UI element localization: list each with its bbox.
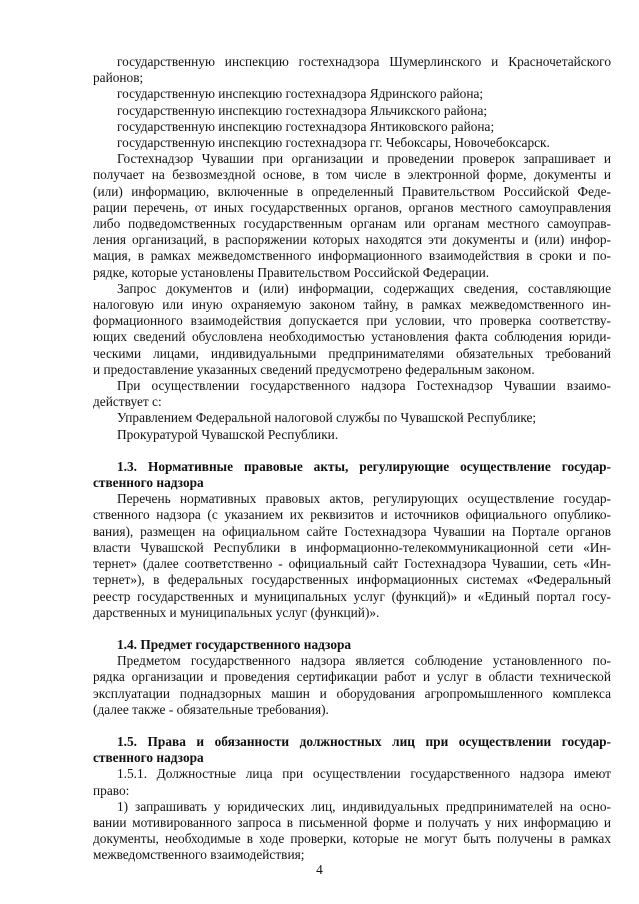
text-line: действует с: xyxy=(93,394,162,410)
page-number: 4 xyxy=(316,862,323,877)
heading-line: 1.3. Нормативные правовые акты, регулирующие осуществление государ- xyxy=(117,458,611,474)
paragraph-legal-acts xyxy=(93,491,611,621)
text-line: тернет»), в федеральных государственных информационных системах «Федеральный xyxy=(93,572,611,588)
text-line: 1.5.1. Должностные лица при осуществлении государственного надзора имеют xyxy=(117,766,611,782)
text-line: Перечень нормативных правовых актов, регулирующих осуществление государ- xyxy=(117,491,611,507)
heading-line: ственного надзора xyxy=(93,475,204,491)
heading-line: 1.5. Права и обязанности должностных лиц при осуществлении государ- xyxy=(117,733,611,749)
paragraph-subject xyxy=(93,653,611,718)
text-line: формационного взаимодействия допускается при условии, что проверка соответству- xyxy=(93,313,611,329)
text-line: и предоставление указанных сведений предусмотрено федеральным законом. xyxy=(93,361,535,377)
section-heading-1-5 xyxy=(93,734,611,766)
text-line: Гостехнадзор Чувашии при организации и проведении проверок запрашивает и xyxy=(117,151,611,167)
section-heading-1-4 xyxy=(93,637,611,653)
text-line: ющих сведений обусловлена необходимостью установления факта соблюдения юриди- xyxy=(93,329,611,345)
text-line: Управлением Федеральной налоговой службы по Чувашской Республике; xyxy=(117,410,537,426)
text-line: либо подведомственных государственным органам или органам местного самоуправ- xyxy=(93,216,611,232)
text-line: 1) запрашивать у юридических лиц, индивидуальных предпринимателей на осно- xyxy=(117,798,611,814)
paragraph-confidential xyxy=(93,281,611,378)
text-line: реестр государственных и муниципальных услуг (функций)» и «Единый портал госу- xyxy=(93,588,611,604)
text-line: Запрос документов и (или) информации, содержащих сведения, составляющие xyxy=(117,280,611,296)
text-line: документы, необходимые в ходе проверки, которые не могут быть получены в рамках xyxy=(93,831,611,847)
text-line: государственную инспекцию гостехнадзора Шумерлинского и Красночетайского xyxy=(117,54,611,69)
paragraph-interaction xyxy=(93,378,611,443)
text-line: эксплуатации поднадзорных машин и оборудования агропромышленного комплекса xyxy=(93,685,611,701)
text-line: При осуществлении государственного надзора Гостехнадзор Чувашии взаимо- xyxy=(117,378,611,394)
text-line: вании мотивированного запроса в письменной форме и получать у них информацию и xyxy=(93,814,611,830)
paragraph-requests xyxy=(93,151,611,281)
text-line: (далее также - обязательные требования). xyxy=(93,701,329,717)
text-line: власти Чувашской Республики в информационно-телекоммуникационной сети «Ин- xyxy=(93,539,611,555)
document-page xyxy=(93,54,611,864)
text-line: (или) информацию, включенные в определенный Правительством Российской Феде- xyxy=(93,183,611,199)
text-line: тернет» (далее соответственно - официальный сайт Гостехнадзора Чувашии, сеть «Ин- xyxy=(93,556,611,572)
section-gap xyxy=(93,718,611,734)
text-line: Предметом государственного надзора является соблюдение установленного по- xyxy=(117,653,611,669)
paragraph-rights xyxy=(93,766,611,863)
section-gap xyxy=(93,621,611,637)
text-line: районов; xyxy=(93,70,144,86)
text-line: Прокуратурой Чувашской Республики. xyxy=(117,426,339,442)
text-line: получает на безвозмездной основе, в том числе в электронной форме, документы и xyxy=(93,167,611,183)
text-line: налоговую или иную охраняемую законом тайну, в рамках межведомственного ин- xyxy=(93,297,611,313)
text-line: ления организаций, в распоряжении которых находятся эти документы и (или) инфор- xyxy=(93,232,611,248)
section-gap xyxy=(93,443,611,459)
text-line: государственную инспекцию гостехнадзора гг. Чебоксары, Новочебоксарск. xyxy=(117,135,550,151)
text-line: ственного надзора (с указанием их реквизитов и источников официального опублико- xyxy=(93,507,611,523)
text-line: право: xyxy=(93,782,130,798)
text-line: государственную инспекцию гостехнадзора Яльчикского района; xyxy=(117,102,488,118)
text-line: рации перечень, от иных государственных органов, органов местного самоуправления xyxy=(93,199,611,215)
text-line: государственную инспекцию гостехнадзора Ядринского района; xyxy=(117,86,484,102)
text-line: рядке, которые установлены Правительством Российской Федерации. xyxy=(93,264,490,280)
paragraph-inspections-list xyxy=(93,54,611,151)
text-line: мация, в рамках межведомственного информационного взаимодействия в сроки и по- xyxy=(93,248,611,264)
text-line: ческими лицами, индивидуальными предпринимателями обязательных требований xyxy=(93,345,611,361)
heading-line: 1.4. Предмет государственного надзора xyxy=(117,636,352,652)
text-line: государственную инспекцию гостехнадзора Янтиковского района; xyxy=(117,118,495,134)
section-heading-1-3 xyxy=(93,459,611,491)
text-line: дарственных и муниципальных услуг (функций)». xyxy=(93,604,380,620)
heading-line: ственного надзора xyxy=(93,750,204,766)
text-line: рядка организации и проведения сертификации работ и услуг в области технической xyxy=(93,669,611,685)
text-line: вания), размещен на официальном сайте Гостехнадзора Чувашии на Портале органов xyxy=(93,523,611,539)
text-line: межведомственного взаимодействия; xyxy=(93,847,305,863)
